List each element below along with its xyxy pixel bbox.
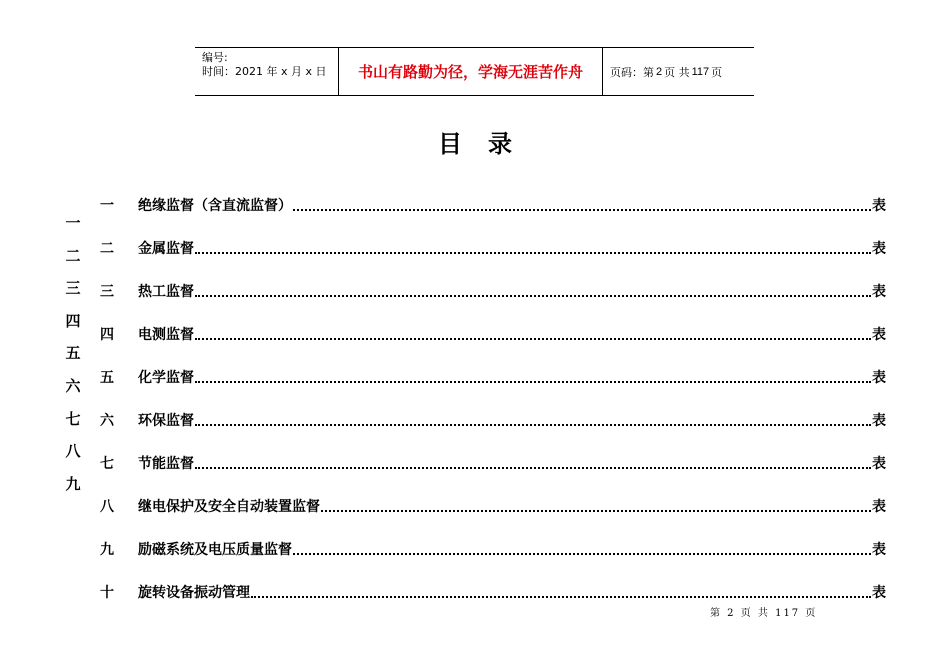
dot-leader <box>195 423 871 426</box>
side-numeral: 五 <box>65 344 81 363</box>
dot-leader <box>251 595 871 598</box>
document-header <box>195 47 754 96</box>
page-footer: 第 2 页 共 117 页 <box>710 608 818 619</box>
dot-leader <box>293 552 871 555</box>
dot-leader <box>195 380 871 383</box>
dot-leader <box>195 337 871 340</box>
toc-entry[interactable] <box>92 398 886 441</box>
toc-entry[interactable] <box>92 441 886 484</box>
toc-entry-number: 六 <box>100 412 114 429</box>
toc-entry[interactable] <box>92 527 886 570</box>
toc-entry[interactable] <box>92 312 886 355</box>
page-prefix: 页码：第 <box>610 65 654 79</box>
side-numeral: 六 <box>65 376 81 395</box>
page-title: 目录 <box>438 130 538 158</box>
table-of-contents <box>92 183 886 613</box>
toc-entry-label: 绝缘监督（含直流监督） <box>138 197 292 214</box>
side-numeral: 一 <box>65 214 81 232</box>
toc-entry-label: 节能监督 <box>138 455 194 472</box>
page-current: 2 <box>656 65 663 78</box>
dot-leader <box>293 208 871 211</box>
dot-leader <box>195 251 871 254</box>
side-numeral-column <box>58 207 88 500</box>
toc-entry-page: 表 <box>872 197 886 214</box>
toc-entry-label: 环保监督 <box>138 412 194 429</box>
toc-entry-page: 表 <box>872 283 886 300</box>
header-page-info <box>603 48 754 95</box>
toc-entry-label: 热工监督 <box>138 283 194 300</box>
toc-entry-number: 七 <box>100 455 114 472</box>
toc-entry-page: 表 <box>872 412 886 429</box>
side-numeral: 七 <box>65 409 81 428</box>
header-meta <box>195 48 338 95</box>
toc-entry-label: 电测监督 <box>138 326 194 343</box>
toc-entry-page: 表 <box>872 326 886 343</box>
side-numeral: 二 <box>65 246 81 265</box>
toc-entry[interactable] <box>92 269 886 312</box>
toc-entry-number: 五 <box>100 369 114 386</box>
side-numeral: 三 <box>65 279 81 298</box>
side-numeral: 四 <box>65 311 81 330</box>
side-numeral: 八 <box>65 442 81 461</box>
page-middle: 页 共 <box>664 65 690 79</box>
dot-leader <box>195 466 871 469</box>
toc-entry-label: 继电保护及安全自动装置监督 <box>138 498 320 515</box>
toc-entry-page: 表 <box>872 369 886 386</box>
toc-entry-label: 金属监督 <box>138 240 194 257</box>
toc-entry-number: 九 <box>100 541 114 558</box>
document-number-label: 编号: <box>202 51 228 64</box>
toc-entry-label: 旋转设备振动管理 <box>138 584 250 601</box>
toc-entry-number: 二 <box>100 240 114 257</box>
toc-entry-number: 八 <box>100 498 114 515</box>
toc-entry[interactable] <box>92 484 886 527</box>
toc-entry[interactable] <box>92 355 886 398</box>
page-total: 117 <box>691 65 710 78</box>
toc-entry-page: 表 <box>872 455 886 472</box>
toc-entry-number: 三 <box>100 283 114 300</box>
toc-entry-page: 表 <box>872 240 886 257</box>
toc-entry[interactable] <box>92 226 886 269</box>
toc-entry-page: 表 <box>872 541 886 558</box>
toc-entry-label: 励磁系统及电压质量监督 <box>138 541 292 558</box>
toc-entry-page: 表 <box>872 498 886 515</box>
toc-entry-number: 四 <box>100 326 114 343</box>
dot-leader <box>195 294 871 297</box>
toc-entry[interactable] <box>92 183 886 226</box>
document-time: 时间：2021 年 x 月 x 日 <box>202 65 327 78</box>
toc-entry-page: 表 <box>872 584 886 601</box>
toc-entry-number: 十 <box>100 584 114 601</box>
dot-leader <box>321 509 871 512</box>
page-suffix: 页 <box>711 65 723 79</box>
header-motto: 书山有路勤为径，学海无涯苦作舟 <box>338 48 603 95</box>
side-numeral: 九 <box>65 474 81 493</box>
toc-entry-label: 化学监督 <box>138 369 194 386</box>
toc-entry-number: 一 <box>100 197 114 214</box>
